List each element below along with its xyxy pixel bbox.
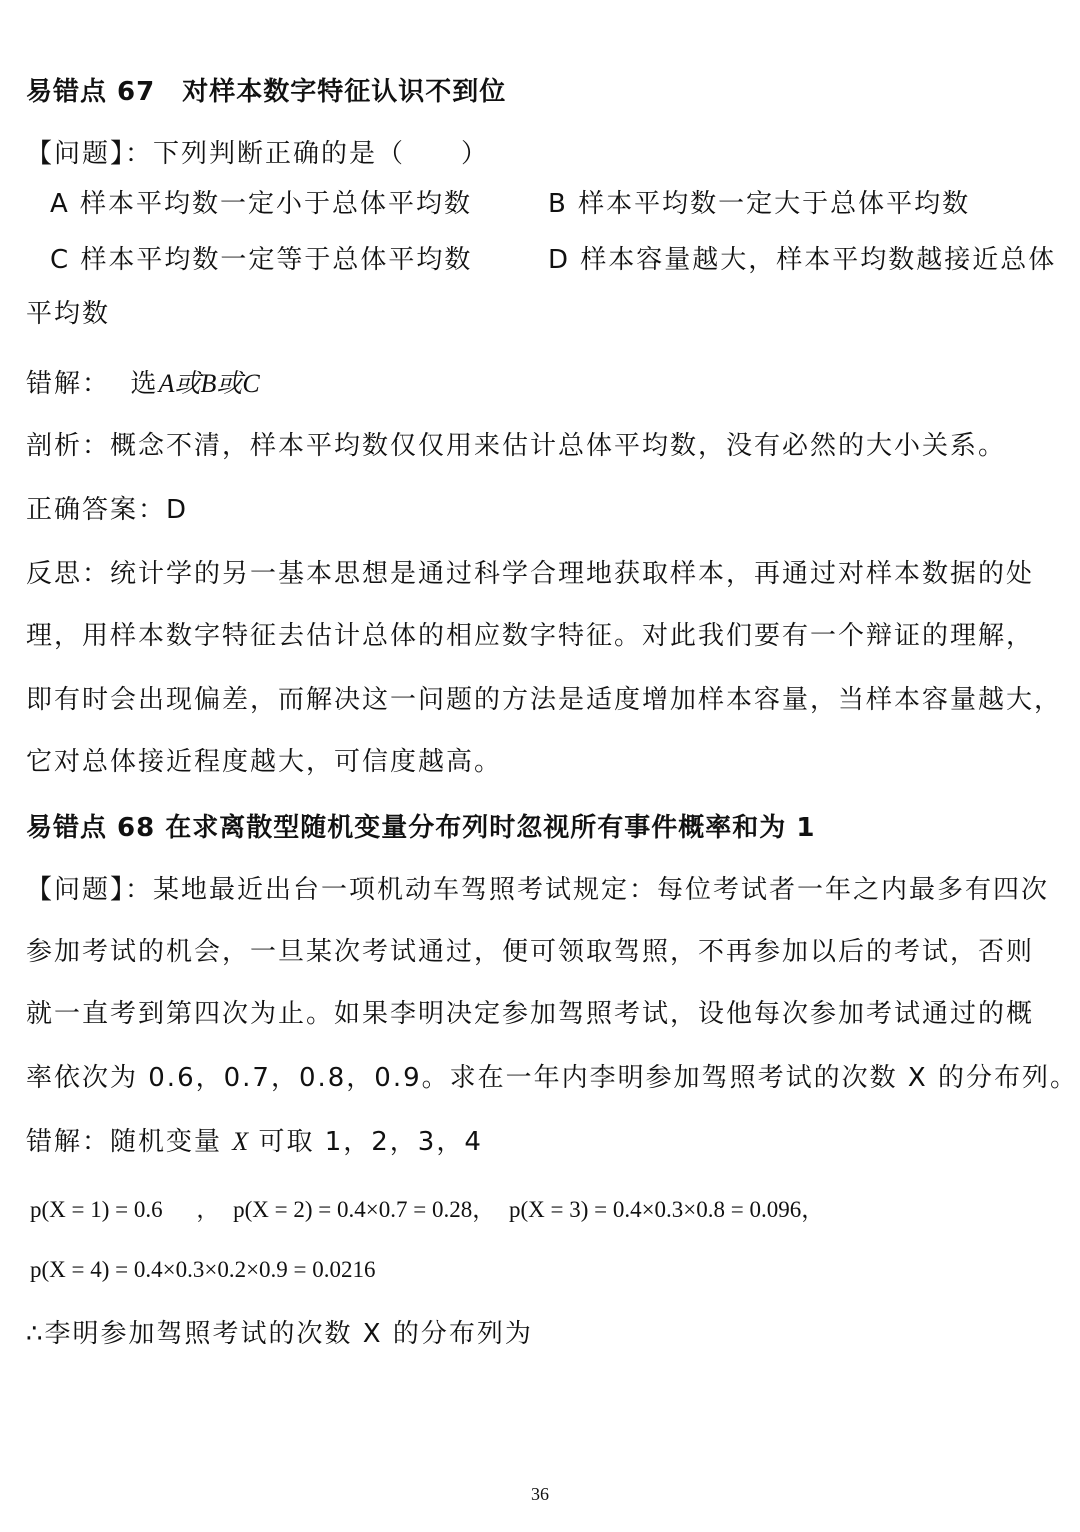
option-c: C 样本平均数一定等于总体平均数: [50, 245, 473, 275]
section-68-heading: 易错点 68 在求离散型随机变量分布列时忽视所有事件概率和为 1: [26, 813, 816, 843]
probability-row-1: [30, 1192, 1058, 1228]
section-67-correct-answer: 正确答案：D: [26, 495, 189, 525]
prob-x3: p(X = 3) = 0.4×0.3×0.8 = 0.096: [508, 1197, 802, 1222]
option-d: D 样本容量越大，样本平均数越接近总体: [548, 245, 1057, 275]
prob-x4: p(X = 4) = 0.4×0.3×0.2×0.9 = 0.0216: [30, 1257, 376, 1282]
reflection-line-4: 它对总体接近程度越大，可信度越高。: [26, 747, 503, 777]
section-68-wrong-solution: [26, 1124, 1058, 1160]
section-68-question-line-3: 就一直考到第四次为止。如果李明决定参加驾照考试，设他每次参加考试通过的概: [26, 999, 1035, 1029]
section-67-analysis: 剖析：概念不清，样本平均数仅仅用来估计总体平均数，没有必然的大小关系。: [26, 431, 1007, 461]
section-68-question-line-1: 【问题】：某地最近出台一项机动车驾照考试规定：每位考试者一年之内最多有四次: [26, 875, 1050, 905]
section-68-conclusion: ∴李明参加驾照考试的次数 X 的分布列为: [26, 1319, 533, 1349]
prob-separator-3: ，: [801, 1197, 825, 1222]
probability-row-2: [30, 1252, 1058, 1288]
prob-x1: p(X = 1) = 0.6: [30, 1197, 163, 1222]
wrong-prefix: 选: [130, 369, 159, 399]
reflection-line-2: 理，用样本数字特征去估计总体的相应数字特征。对此我们要有一个辩证的理解，: [26, 621, 1035, 651]
section-67-heading: 易错点 67 对样本数字特征认识不到位: [26, 77, 507, 107]
wrong-label: 错解：: [26, 369, 111, 399]
prob-x2: p(X = 2) = 0.4×0.7 = 0.28: [233, 1197, 473, 1222]
wrong-prefix-68: 错解：随机变量: [26, 1127, 223, 1157]
wrong-answer: A或B或C: [158, 369, 260, 398]
option-b: B 样本平均数一定大于总体平均数: [548, 189, 971, 219]
prob-separator-2: ，: [472, 1197, 496, 1222]
option-d-continued: 平均数: [26, 299, 111, 329]
section-67-wrong-solution: [26, 366, 1058, 402]
reflection-line-1: 反思：统计学的另一基本思想是通过科学合理地获取样本，再通过对样本数据的处: [26, 559, 1035, 589]
section-68-question-line-2: 参加考试的机会，一旦某次考试通过，便可领取驾照，不再参加以后的考试，否则: [26, 937, 1035, 967]
prob-separator-1: ，: [196, 1197, 220, 1222]
reflection-line-3: 即有时会出现偏差，而解决这一问题的方法是适度增加样本容量，当样本容量越大，: [26, 685, 1063, 715]
random-variable: X: [232, 1127, 249, 1156]
section-68-question-line-4: 率依次为 0.6，0.7，0.8，0.9。求在一年内李明参加驾照考试的次数 X 的分布列。: [26, 1063, 1079, 1093]
section-67-question: 【问题】：下列判断正确的是（ ）: [26, 139, 490, 169]
option-a: A 样本平均数一定小于总体平均数: [50, 189, 473, 219]
page-number: 36: [531, 1484, 549, 1504]
wrong-suffix-68: 可取 1，2，3，4: [258, 1127, 483, 1157]
